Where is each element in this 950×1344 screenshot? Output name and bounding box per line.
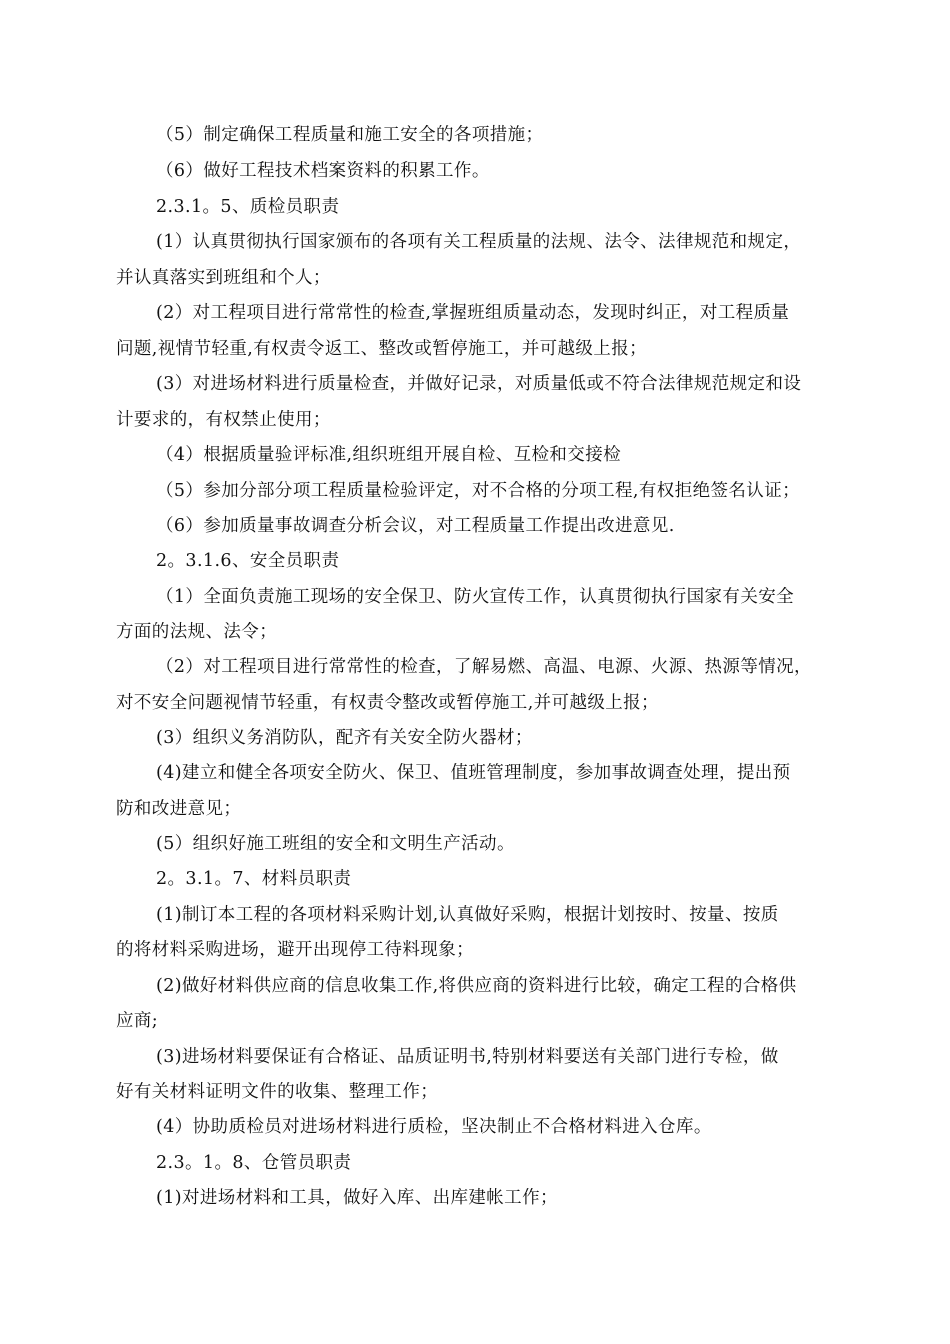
text-line: (1)对进场材料和工具，做好入库、出库建帐工作； — [156, 1188, 558, 1208]
text-line: (3）对进场材料进行质量检查，并做好记录，对质量低或不符合法律规范规定和设 — [156, 374, 802, 394]
text-line: (3)进场材料要保证有合格证、品质证明书,特别材料要送有关部门进行专检，做 — [156, 1047, 779, 1067]
text-line: (1)制订本工程的各项材料采购计划,认真做好采购，根据计划按时、按量、按质 — [156, 905, 779, 925]
text-line: （5）制定确保工程质量和施工安全的各项措施； — [156, 125, 544, 145]
text-line: (4）协助质检员对进场材料进行质检，坚决制止不合格材料进入仓库。 — [156, 1117, 712, 1137]
text-line: （1）全面负责施工现场的安全保卫、防火宣传工作，认真贯彻执行国家有关安全 — [156, 587, 795, 607]
text-line: 的将材料采购进场，避开出现停工待料现象； — [116, 940, 474, 960]
section-heading: 2.3.1。5、质检员职责 — [156, 197, 340, 217]
section-heading: 2.3。1。8、仓管员职责 — [156, 1153, 352, 1173]
text-line: (1）认真贯彻执行国家颁布的各项有关工程质量的法规、法令、法律规范和规定， — [156, 232, 802, 252]
text-line: （2）对工程项目进行常常性的检查，了解易燃、高温、电源、火源、热源等情况， — [156, 657, 812, 677]
text-line: （6）参加质量事故调查分析会议，对工程质量工作提出改进意见. — [156, 516, 675, 536]
text-line: 问题,视情节轻重,有权责令返工、整改或暂停施工，并可越级上报； — [116, 339, 648, 359]
text-line: (3）组织义务消防队，配齐有关安全防火器材； — [156, 728, 533, 748]
text-line: （6）做好工程技术档案资料的积累工作。 — [156, 161, 490, 181]
text-line: （5）参加分部分项工程质量检验评定，对不合格的分项工程,有权拒绝签名认证； — [156, 481, 800, 501]
text-line: 对不安全问题视情节轻重，有权责令整改或暂停施工,并可越级上报； — [116, 693, 659, 713]
text-line: 应商; — [116, 1011, 159, 1031]
section-heading: 2。3.1.6、安全员职责 — [156, 551, 340, 571]
text-line: 计要求的，有权禁止使用； — [116, 410, 331, 430]
text-line: （4）根据质量验评标准,组织班组开展自检、互检和交接检 — [156, 445, 621, 465]
text-line: 防和改进意见； — [116, 799, 242, 819]
text-line: 方面的法规、法令； — [116, 622, 278, 642]
text-line: (2）对工程项目进行常常性的检查,掌握班组质量动态，发现时纠正，对工程质量 — [156, 303, 790, 323]
text-line: (5）组织好施工班组的安全和文明生产活动。 — [156, 834, 515, 854]
section-heading: 2。3.1。7、材料员职责 — [156, 869, 352, 889]
text-line: (4)建立和健全各项安全防火、保卫、值班管理制度，参加事故调查处理，提出预 — [156, 763, 791, 783]
text-line: (2)做好材料供应商的信息收集工作,将供应商的资料进行比较，确定工程的合格供 — [156, 976, 797, 996]
text-line: 并认真落实到班组和个人； — [116, 268, 331, 288]
text-line: 好有关材料证明文件的收集、整理工作； — [116, 1082, 439, 1102]
